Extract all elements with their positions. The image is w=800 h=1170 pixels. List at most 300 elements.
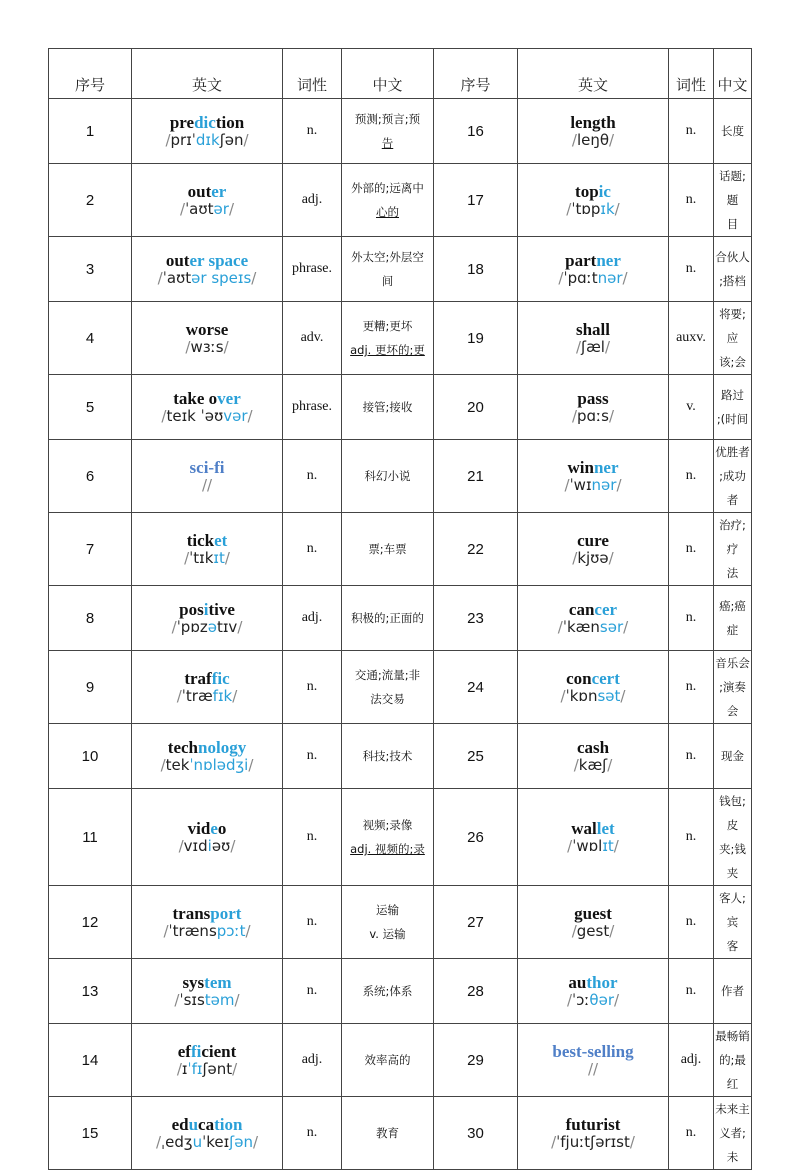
row-number: 30	[434, 1097, 518, 1170]
phonetic: /gest/	[571, 922, 615, 940]
part-of-speech: phrase.	[283, 237, 342, 302]
meaning-line: adj. 更坏的;更	[350, 343, 425, 357]
phonetic: /ˈwɪnər/	[564, 476, 622, 494]
phonetic-highlight: vər	[223, 407, 248, 425]
phonetic: /leŋθ/	[571, 131, 615, 149]
slash: /	[252, 1133, 259, 1151]
part-of-speech: n.	[283, 789, 342, 886]
part-of-speech: n.	[283, 513, 342, 586]
phonetic: /ˈtɒpɪk/	[566, 200, 620, 218]
slash: /	[587, 1060, 593, 1078]
word-highlight: port	[210, 904, 242, 923]
english-word: video	[187, 819, 227, 838]
chinese-meaning	[342, 99, 434, 164]
word-highlight: fic	[211, 669, 230, 688]
table-row	[49, 789, 752, 886]
english-cell	[518, 789, 669, 886]
phonetic: /ʃæl/	[575, 338, 611, 356]
chinese-meaning	[342, 164, 434, 237]
table-row	[49, 886, 752, 959]
phonetic-highlight: u	[192, 1133, 203, 1151]
part-of-speech: n.	[283, 959, 342, 1024]
row-number: 29	[434, 1024, 518, 1097]
english-word: worse	[185, 320, 229, 339]
row-number: 5	[49, 375, 132, 440]
header-cell: 词性	[283, 49, 342, 99]
english-word: cure	[577, 531, 609, 550]
english-cell	[132, 1097, 283, 1170]
phonetic: /ˈkænsər/	[557, 618, 629, 636]
english-cell	[132, 302, 283, 375]
english-cell	[132, 164, 283, 237]
chinese-meaning	[342, 651, 434, 724]
part-of-speech: v.	[669, 375, 714, 440]
slash: /	[161, 407, 167, 425]
slash: /	[176, 687, 182, 705]
meaning-line: 的;最红	[719, 1053, 746, 1091]
meaning-line: 现金	[721, 749, 744, 763]
chinese-meaning	[342, 237, 434, 302]
slash: /	[234, 991, 240, 1009]
english-cell	[518, 724, 669, 789]
english-word: guest	[574, 904, 612, 923]
phonetic: /pɑːs/	[571, 407, 615, 425]
english-word: traffic	[184, 669, 230, 688]
phonetic: /vɪdiəʊ/	[178, 837, 236, 855]
english-word: take over	[173, 389, 241, 408]
slash: /	[551, 1133, 557, 1151]
row-number: 28	[434, 959, 518, 1024]
phonetic: /ˈfjuːtʃərɪst/	[551, 1133, 635, 1151]
slash: /	[232, 1060, 238, 1078]
word-highlight: thor	[586, 973, 618, 992]
slash: /	[223, 338, 229, 356]
part-of-speech: n.	[669, 237, 714, 302]
english-word: best-selling	[552, 1042, 634, 1061]
english-word: sci-fi	[189, 458, 225, 477]
slash: /	[622, 269, 628, 287]
chinese-meaning	[714, 375, 752, 440]
phonetic-highlight: i	[207, 837, 212, 855]
header-cell: 中文	[714, 49, 752, 99]
part-of-speech: n.	[669, 724, 714, 789]
row-number: 24	[434, 651, 518, 724]
english-cell	[518, 959, 669, 1024]
table-row	[49, 164, 752, 237]
row-number: 13	[49, 959, 132, 1024]
meaning-line: 法交易	[370, 692, 405, 706]
english-word: author	[568, 973, 618, 992]
english-cell	[518, 164, 669, 237]
meaning-line: 治疗;疗	[719, 518, 746, 556]
word-highlight: tion	[214, 1115, 243, 1134]
table-row	[49, 586, 752, 651]
phonetic-highlight: ˈfɪ	[187, 1060, 203, 1078]
meaning-line: 科幻小说	[364, 469, 411, 483]
english-word: winner	[567, 458, 619, 477]
english-word: topic	[575, 182, 611, 201]
row-number: 27	[434, 886, 518, 959]
phonetic	[132, 478, 282, 493]
word-highlight: let	[596, 819, 615, 838]
english-cell	[518, 440, 669, 513]
chinese-meaning	[714, 237, 752, 302]
meaning-line: ;演奏会	[719, 680, 746, 718]
slash: /	[571, 922, 577, 940]
table-row	[49, 513, 752, 586]
table-row	[49, 375, 752, 440]
slash: /	[609, 922, 615, 940]
meaning-line: 话题;题	[719, 169, 746, 207]
slash: /	[184, 549, 190, 567]
english-word: positive	[179, 600, 235, 619]
english-cell	[132, 724, 283, 789]
english-word: partner	[565, 251, 621, 270]
chinese-meaning	[342, 513, 434, 586]
meaning-line: adj. 视频的;录	[350, 842, 425, 856]
meaning-line: 效率高的	[364, 1053, 411, 1067]
phonetic: /kjʊə/	[572, 549, 614, 567]
meaning-line: 夹;钱夹	[719, 842, 746, 880]
slash: /	[155, 1133, 162, 1151]
slash: /	[629, 1133, 635, 1151]
phonetic: /ˈtrænspɔːt/	[163, 922, 251, 940]
slash: /	[251, 269, 257, 287]
slash: /	[604, 338, 611, 356]
slash: /	[614, 991, 620, 1009]
meaning-line: 视频;录像	[362, 818, 413, 832]
phonetic: /ˈpɑːtnər/	[558, 269, 628, 287]
english-word: outer space	[165, 251, 249, 270]
slash: /	[171, 618, 177, 636]
row-number: 7	[49, 513, 132, 586]
phonetic: /tekˈnɒlədʒi/	[160, 756, 254, 774]
chinese-meaning	[714, 1024, 752, 1097]
meaning-line: 长度	[721, 124, 744, 138]
slash: /	[247, 407, 253, 425]
slash: /	[567, 837, 573, 855]
chinese-meaning	[714, 651, 752, 724]
header-cell: 英文	[132, 49, 283, 99]
table-row	[49, 440, 752, 513]
vocabulary-table	[48, 48, 752, 1170]
chinese-meaning	[342, 789, 434, 886]
table-row	[49, 1024, 752, 1097]
word-highlight: ner	[593, 458, 619, 477]
chinese-meaning	[714, 724, 752, 789]
part-of-speech: n.	[669, 789, 714, 886]
header-cell: 英文	[518, 49, 669, 99]
meaning-line: 义者;未	[719, 1126, 746, 1164]
phonetic-highlight: ə	[207, 618, 217, 636]
word-highlight: u	[188, 1115, 199, 1134]
phonetic-highlight: ɪt	[213, 549, 225, 567]
slash: /	[572, 549, 578, 567]
slash: /	[616, 476, 622, 494]
english-word: wallet	[571, 819, 615, 838]
meaning-line: 该;会	[719, 355, 746, 369]
slash: /	[224, 549, 230, 567]
english-cell	[518, 237, 669, 302]
english-word: futurist	[565, 1115, 621, 1134]
phonetic-highlight: ər speɪs	[191, 269, 252, 287]
word-highlight: ver	[217, 389, 241, 408]
row-number: 17	[434, 164, 518, 237]
slash: /	[245, 922, 251, 940]
slash: /	[201, 476, 207, 494]
part-of-speech: n.	[669, 959, 714, 1024]
part-of-speech: n.	[283, 440, 342, 513]
phonetic-highlight: pɔːt	[216, 922, 246, 940]
phonetic: /ˈɔːθər/	[566, 991, 620, 1009]
slash: /	[557, 618, 563, 636]
meaning-line: 路过	[721, 388, 744, 402]
phonetic-highlight: ʃən	[229, 1133, 253, 1151]
phonetic: /prɪˈdɪkʃən/	[165, 131, 249, 149]
english-word: pass	[577, 389, 609, 408]
slash: /	[165, 131, 171, 149]
row-number: 22	[434, 513, 518, 586]
slash: /	[613, 837, 619, 855]
part-of-speech: adv.	[283, 302, 342, 375]
phonetic: /kæʃ/	[573, 756, 613, 774]
chinese-meaning	[714, 789, 752, 886]
meaning-line: 系统;体系	[362, 984, 413, 998]
slash: /	[571, 407, 578, 425]
table-row	[49, 651, 752, 724]
english-word: transport	[172, 904, 242, 923]
english-cell	[132, 513, 283, 586]
slash: /	[614, 200, 620, 218]
meaning-line: 最畅销	[715, 1029, 750, 1043]
phonetic: /wɜːs/	[185, 338, 229, 356]
english-cell	[132, 237, 283, 302]
chinese-meaning	[342, 886, 434, 959]
english-word: length	[570, 113, 616, 132]
phonetic: /ɪˈfɪʃənt/	[176, 1060, 238, 1078]
table-row	[49, 724, 752, 789]
slash: /	[558, 269, 564, 287]
slash: /	[560, 687, 566, 705]
slash: /	[571, 131, 577, 149]
part-of-speech: phrase.	[283, 375, 342, 440]
row-number: 26	[434, 789, 518, 886]
slash: /	[623, 618, 629, 636]
chinese-meaning	[714, 440, 752, 513]
meaning-line: 法	[726, 566, 739, 580]
row-number: 21	[434, 440, 518, 513]
phonetic: /ˈtræfɪk/	[176, 687, 238, 705]
chinese-meaning	[342, 1024, 434, 1097]
phonetic: /ˈtɪkɪt/	[184, 549, 230, 567]
chinese-meaning	[342, 724, 434, 789]
slash: /	[207, 476, 213, 494]
word-highlight: er	[211, 182, 227, 201]
chinese-meaning	[714, 164, 752, 237]
word-highlight: ic	[598, 182, 611, 201]
slash: /	[243, 131, 249, 149]
meaning-line: 接管;接收	[362, 400, 413, 414]
row-number: 23	[434, 586, 518, 651]
english-cell	[132, 886, 283, 959]
slash: /	[609, 131, 615, 149]
row-number: 15	[49, 1097, 132, 1170]
table-row	[49, 302, 752, 375]
phonetic-highlight: sət	[597, 687, 621, 705]
english-word: cash	[576, 738, 610, 757]
meaning-line: 外太空;外层空	[351, 250, 424, 264]
phonetic-highlight: nər	[591, 476, 617, 494]
english-word: ticket	[186, 531, 228, 550]
slash: /	[620, 687, 626, 705]
english-word: prediction	[169, 113, 245, 132]
row-number: 10	[49, 724, 132, 789]
meaning-line: 目	[726, 217, 739, 231]
part-of-speech: n.	[669, 651, 714, 724]
part-of-speech: n.	[283, 886, 342, 959]
slash: /	[163, 922, 169, 940]
meaning-line: 优胜者	[715, 445, 750, 459]
row-number: 11	[49, 789, 132, 886]
english-cell	[132, 440, 283, 513]
slash: /	[230, 837, 236, 855]
meaning-line: v. 运输	[369, 927, 406, 941]
row-number: 12	[49, 886, 132, 959]
english-cell	[518, 99, 669, 164]
meaning-line: 预测;预言;预	[354, 112, 421, 126]
slash: /	[566, 200, 572, 218]
part-of-speech: adj.	[283, 1024, 342, 1097]
meaning-line: 钱包;皮	[719, 794, 746, 832]
row-number: 3	[49, 237, 132, 302]
row-number: 14	[49, 1024, 132, 1097]
part-of-speech: adj.	[283, 586, 342, 651]
chinese-meaning	[714, 586, 752, 651]
table-row	[49, 99, 752, 164]
slash: /	[185, 338, 191, 356]
row-number: 20	[434, 375, 518, 440]
chinese-meaning	[342, 440, 434, 513]
english-cell	[132, 789, 283, 886]
meaning-line: 票;车票	[368, 542, 407, 556]
slash: /	[232, 687, 238, 705]
word-highlight: dic	[194, 113, 216, 132]
meaning-line: 外部的;远离中	[351, 181, 424, 195]
slash: /	[174, 991, 180, 1009]
phonetic: /ˈwɒlɪt/	[567, 837, 619, 855]
meaning-line: 癌;癌症	[719, 599, 746, 637]
meaning-line: 运输	[376, 903, 399, 917]
row-number: 16	[434, 99, 518, 164]
slash: /	[178, 837, 184, 855]
row-number: 25	[434, 724, 518, 789]
word-highlight: i	[203, 600, 209, 619]
part-of-speech: adj.	[669, 1024, 714, 1097]
chinese-meaning	[342, 586, 434, 651]
english-word: outer	[187, 182, 227, 201]
phonetic: /ˌedʒuˈkeɪʃən/	[155, 1133, 259, 1151]
row-number: 18	[434, 237, 518, 302]
header-cell: 序号	[434, 49, 518, 99]
english-cell	[518, 651, 669, 724]
english-word: cancer	[568, 600, 618, 619]
row-number: 19	[434, 302, 518, 375]
part-of-speech: n.	[283, 724, 342, 789]
part-of-speech: n.	[669, 1097, 714, 1170]
english-cell	[518, 513, 669, 586]
slash: /	[573, 756, 579, 774]
row-number: 4	[49, 302, 132, 375]
english-word: shall	[575, 320, 611, 339]
part-of-speech: n.	[283, 651, 342, 724]
word-highlight: cert	[591, 669, 620, 688]
part-of-speech: auxv.	[669, 302, 714, 375]
header-cell: 词性	[669, 49, 714, 99]
meaning-line: ;成功者	[719, 469, 746, 507]
part-of-speech: n.	[669, 440, 714, 513]
part-of-speech: n.	[669, 886, 714, 959]
english-cell	[518, 302, 669, 375]
slash: /	[566, 991, 572, 1009]
meaning-line: 告	[381, 136, 394, 150]
phonetic	[518, 1062, 668, 1077]
chinese-meaning	[342, 959, 434, 1024]
slash: /	[237, 618, 243, 636]
table-row	[49, 959, 752, 1024]
row-number: 2	[49, 164, 132, 237]
row-number: 6	[49, 440, 132, 513]
word-highlight: ner	[596, 251, 621, 270]
phonetic-highlight: dɪk	[195, 131, 220, 149]
slash: /	[608, 549, 614, 567]
meaning-line: 间	[381, 274, 394, 288]
table-row	[49, 237, 752, 302]
slash: /	[607, 756, 613, 774]
english-cell	[518, 1024, 669, 1097]
part-of-speech: n.	[669, 164, 714, 237]
part-of-speech: n.	[283, 1097, 342, 1170]
word-highlight: tem	[204, 973, 232, 992]
english-word: education	[171, 1115, 243, 1134]
phonetic-highlight: ˈnɒlədʒi	[189, 756, 249, 774]
chinese-meaning	[714, 886, 752, 959]
chinese-meaning	[714, 1097, 752, 1170]
phonetic-highlight: təm	[204, 991, 235, 1009]
english-cell	[518, 886, 669, 959]
header-row	[49, 49, 752, 99]
word-highlight: fi	[190, 1042, 202, 1061]
english-word: technology	[167, 738, 247, 757]
meaning-line: 合伙人	[715, 250, 750, 264]
chinese-meaning	[714, 99, 752, 164]
meaning-line: 更糟;更坏	[362, 319, 413, 333]
chinese-meaning	[342, 302, 434, 375]
english-cell	[132, 651, 283, 724]
chinese-meaning	[714, 302, 752, 375]
header-cell: 序号	[49, 49, 132, 99]
english-cell	[518, 586, 669, 651]
word-highlight: nology	[198, 738, 247, 757]
slash: /	[176, 1060, 182, 1078]
meaning-line: ;搭档	[719, 274, 746, 288]
table-row	[49, 1097, 752, 1170]
part-of-speech: n.	[283, 99, 342, 164]
phonetic: /ˈaʊtər/	[180, 200, 234, 218]
word-highlight: er space	[189, 251, 249, 270]
english-word: concert	[566, 669, 620, 688]
word-highlight: cer	[594, 600, 618, 619]
meaning-line: 积极的;正面的	[351, 611, 424, 625]
